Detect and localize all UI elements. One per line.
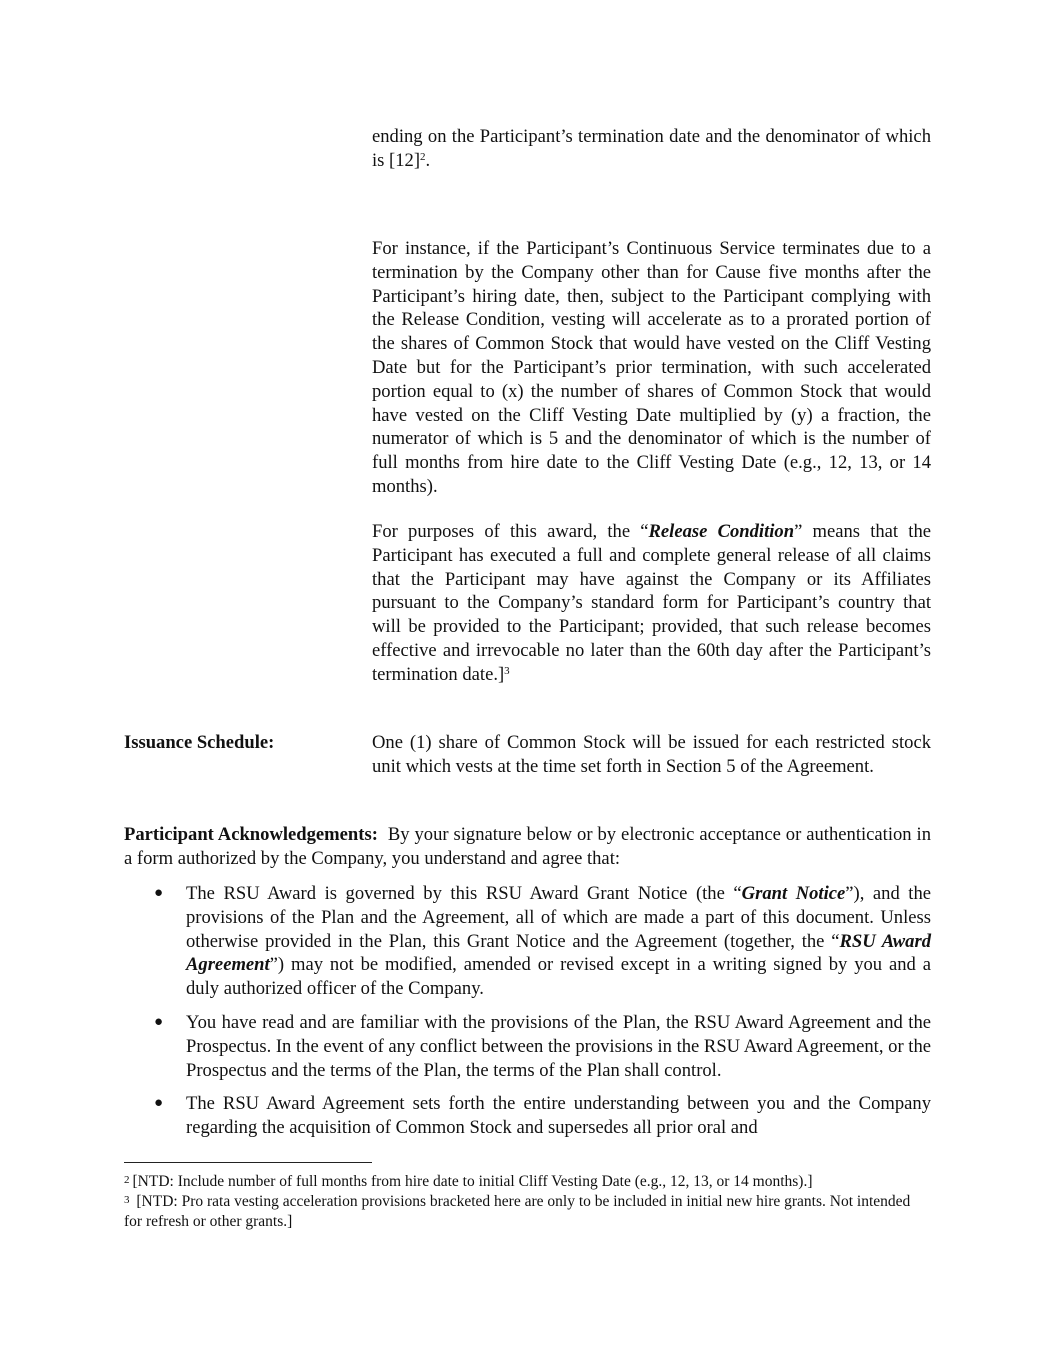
acknowledgements-paragraph: Participant Acknowledgements: By your signature below or by electronic acceptance or authentication in a form authorized by the Company, you understand and agree that: (124, 824, 932, 869)
list-item: ● You have read and are familiar with the provisions of the Plan, the RSU Award Agreement and the Prospectus. In the event of any conflict between the provisions in the RSU Award Agreement, or the Prospectus and the terms of the Plan, the terms of the Plan shall control. (154, 1011, 931, 1081)
list-item: ● The RSU Award Agreement sets forth the entire understanding between you and the Company regarding the acquisition of Common Stock and supersedes all prior oral and (154, 1093, 931, 1139)
list-item: ● The RSU Award is governed by this RSU Award Grant Notice (the “Grant Notice”), and the provisions of the Plan and the Agreement, all of which are made a part of this document. Unless otherwise provided in the Plan, this Grant Notice and the Agreement (together, the “RSU Award Agreement”) may not be modified, amended or revised except in a writing signed by you and a duly authorized officer of the Company. (154, 883, 932, 1000)
bullet-icon: ● (154, 885, 164, 901)
footnote-3: $^3$ [NTD: Pro rata vesting acceleration provisions bracketed here are only to be included in initial new hire grants. Not intended for refresh or other grants.] (124, 1193, 911, 1230)
bullet-icon: ● (154, 1013, 164, 1030)
defined-term: Release Condition (648, 521, 795, 542)
continuation-paragraph: ending on the Participant’s termination date and the denominator of which is $[12]^2$. (372, 126, 931, 171)
acknowledgement-list (124, 882, 931, 1150)
acknowledgements-label: Participant Acknowledgements: (124, 824, 378, 845)
footnotes (124, 1172, 931, 1232)
footnote-2: $^2$ [NTD: Include number of full months from hire date to initial Cliff Vesting Date (e.g., 12, 13, or 14 months).] (124, 1173, 813, 1190)
footnote-divider (124, 1162, 372, 1163)
issuance-schedule-text: One (1) share of Common Stock will be issued for each restricted stock unit which vests at the time set forth in Section 5 of the Agreement. (372, 732, 931, 777)
issuance-schedule-label: Issuance Schedule: (124, 732, 275, 753)
release-condition-paragraph: For purposes of this award, the “Release Condition” means that the Participant has executed a full and complete general release of all claims that the Participant may have against the Company or its Affiliates pursuant to the Company’s standard form for Participant’s country that will be provided to the Participant; provided, that such release becomes effective and irrevocable no later than the 60th day after the Participant’s termination date.]$^3$ (372, 521, 932, 685)
footnote-ref-2[interactable]: 2 (420, 150, 426, 163)
instance-paragraph: For instance, if the Participant’s Continuous Service terminates due to a termination by the Company other than for Cause five months after the Participant’s hiring date, then, subject to the Participant complying with the Release Condition, vesting will accelerate as to a prorated portion of the shares of Common Stock that would have vested on the Cliff Vesting Date but for the Participant’s prior termination, with such accelerated portion equal to (x) the number of shares of Common Stock that would have vested on the Cliff Vesting Date multiplied by (y) a fraction, the numerator of which is 5 and the denominator of which is the number of full months from hire date to the Cliff Vesting Date (e.g., 12, 13, or 14 months). (372, 238, 931, 497)
footnote-ref-3[interactable]: 3 (504, 664, 510, 677)
bullet-icon: ● (154, 1095, 164, 1112)
